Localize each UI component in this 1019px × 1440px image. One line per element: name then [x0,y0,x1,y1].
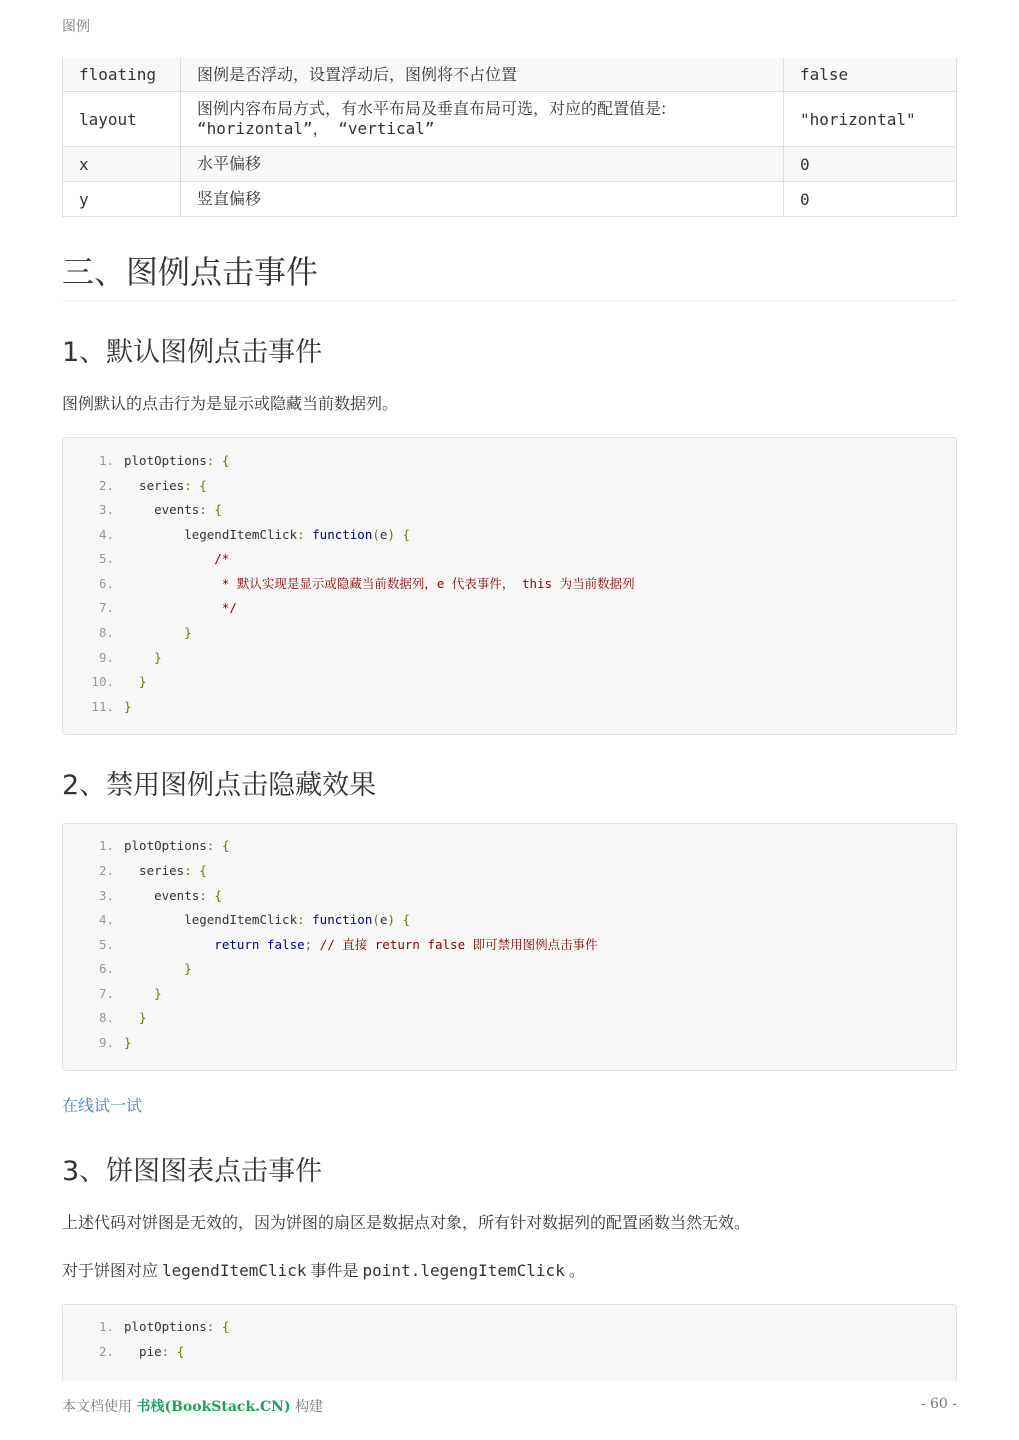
code-line [63,476,207,496]
code-token: ( [372,527,380,542]
param-default: "horizontal" [784,92,957,147]
code-line [63,959,192,979]
code-token: e [379,527,388,542]
code-token: legendItemClick [124,912,298,927]
param-default: 0 [784,147,957,182]
code-line [63,574,635,594]
code-line [63,672,147,692]
code-line [63,451,229,471]
line-number: 3. [98,502,114,517]
code-comment: * 默认实现是显示或隐藏当前数据列，e 代表事件， this 为当前数据列 [124,576,635,591]
line-number: 9. [98,1035,114,1050]
running-header-title: 图例 [62,19,90,35]
code-token: } [124,986,162,1001]
code-token: plotOptions [124,1319,207,1334]
code-token: series [124,478,185,493]
footer-suffix: 构建 [295,1399,324,1415]
line-number: 9. [98,650,114,665]
param-description [181,92,784,147]
line-number: 5. [98,937,114,952]
code-token: : { [161,1344,185,1359]
line-number: 4. [98,527,114,542]
code-token: e [379,912,388,927]
code-token: ) { [387,527,411,542]
code-line [63,549,229,569]
code-token: ; [304,937,313,952]
code-line [63,1008,147,1028]
line-number: 2. [98,863,114,878]
footer-brand-link[interactable]: 书栈(BookStack.CN) [136,1399,291,1415]
param-name: floating [63,58,181,92]
code-line [63,697,132,717]
code-line [63,886,222,906]
code-block-default-click [62,437,957,735]
line-number: 6. [98,961,114,976]
code-token: legendItemClick [124,527,298,542]
code-token: : { [206,838,230,853]
code-line [63,935,598,955]
inline-code: legendItemClick [162,1261,307,1280]
paragraph: 上述代码对饼图是无效的，因为饼图的扇区是数据点对象，所有针对数据列的配置函数当然无效。 [62,1213,751,1232]
code-token: pie [124,1344,162,1359]
text-span: 。 [568,1261,585,1280]
code-line [63,598,237,618]
code-token: : [297,527,313,542]
param-description: 竖直偏移 [181,182,784,217]
code-token: : { [184,478,207,493]
param-name: y [63,182,181,217]
table-row [63,182,957,217]
text-span: 对于饼图对应 [62,1261,159,1280]
code-token: function [312,912,373,927]
line-number: 8. [98,1010,114,1025]
code-token: : { [184,863,207,878]
code-token: } [124,961,192,976]
subsection-heading-pie-click: 3、饼图图表点击事件 [62,1156,323,1187]
code-token: : [297,912,313,927]
page-number: - 60 - [920,1396,957,1412]
code-line [63,861,207,881]
table-row [63,92,957,147]
code-comment: */ [124,600,237,615]
code-token: events [124,502,200,517]
code-line [63,648,162,668]
param-description-line: 图例内容布局方式，有水平布局及垂直布局可选，对应的配置值是: [197,99,667,118]
code-token: } [124,674,147,689]
param-name: x [63,147,181,182]
code-line [63,1342,184,1362]
heading-divider [62,300,957,301]
code-token: } [124,1010,147,1025]
code-line [63,525,410,545]
line-number: 7. [98,986,114,1001]
line-number: 2. [98,478,114,493]
code-token: : { [199,888,222,903]
line-number: 7. [98,600,114,615]
inline-code: point.legengItemClick [362,1261,565,1280]
line-number: 1. [98,1319,114,1334]
line-number: 6. [98,576,114,591]
code-line [63,910,410,930]
line-number: 4. [98,912,114,927]
line-number: 10. [91,674,114,689]
code-token: : { [199,502,222,517]
line-number: 11. [91,699,114,714]
param-description: 图例是否浮动，设置浮动后，图例将不占位置 [181,58,784,92]
code-block-disable-hide [62,823,957,1071]
legend-params-table [62,58,957,217]
code-block-pie [62,1304,957,1381]
table-row [63,58,957,92]
paragraph: 图例默认的点击行为是显示或隐藏当前数据列。 [62,394,399,413]
paragraph [62,1258,585,1281]
code-line [63,836,229,856]
code-comment: /* [124,551,230,566]
line-number: 5. [98,551,114,566]
code-comment: // 直接 return false 即可禁用图例点击事件 [312,937,598,952]
line-number: 1. [98,453,114,468]
table-row [63,147,957,182]
param-description: 水平偏移 [181,147,784,182]
code-keyword: false [259,937,305,952]
footer-credit [62,1396,323,1416]
code-token: } [124,650,162,665]
code-line [63,623,192,643]
code-line [63,500,222,520]
text-span: 事件是 [310,1261,359,1280]
code-token: ) { [387,912,411,927]
footer-prefix: 本文档使用 [62,1399,132,1415]
param-default: 0 [784,182,957,217]
code-token: : { [206,1319,230,1334]
code-line [63,1317,229,1337]
code-token: } [124,625,192,640]
code-token: series [124,863,185,878]
code-token: ( [372,912,380,927]
code-keyword: return [124,937,260,952]
code-line [63,1033,132,1053]
param-default: false [784,58,957,92]
line-number: 3. [98,888,114,903]
section-heading: 三、图例点击事件 [62,253,319,291]
line-number: 1. [98,838,114,853]
code-token: } [124,699,132,714]
code-token: events [124,888,200,903]
line-number: 2. [98,1344,114,1359]
code-token: function [312,527,373,542]
subsection-heading-default-click: 1、默认图例点击事件 [62,337,323,368]
code-token: plotOptions [124,838,207,853]
param-description-line: “horizontal”， “vertical” [197,119,435,138]
code-token: : { [206,453,230,468]
line-number: 8. [98,625,114,640]
param-name: layout [63,92,181,147]
code-line [63,984,162,1004]
code-token: plotOptions [124,453,207,468]
subsection-heading-disable-hide: 2、禁用图例点击隐藏效果 [62,770,377,801]
code-token: } [124,1035,132,1050]
try-online-link[interactable]: 在线试一试 [62,1096,143,1115]
